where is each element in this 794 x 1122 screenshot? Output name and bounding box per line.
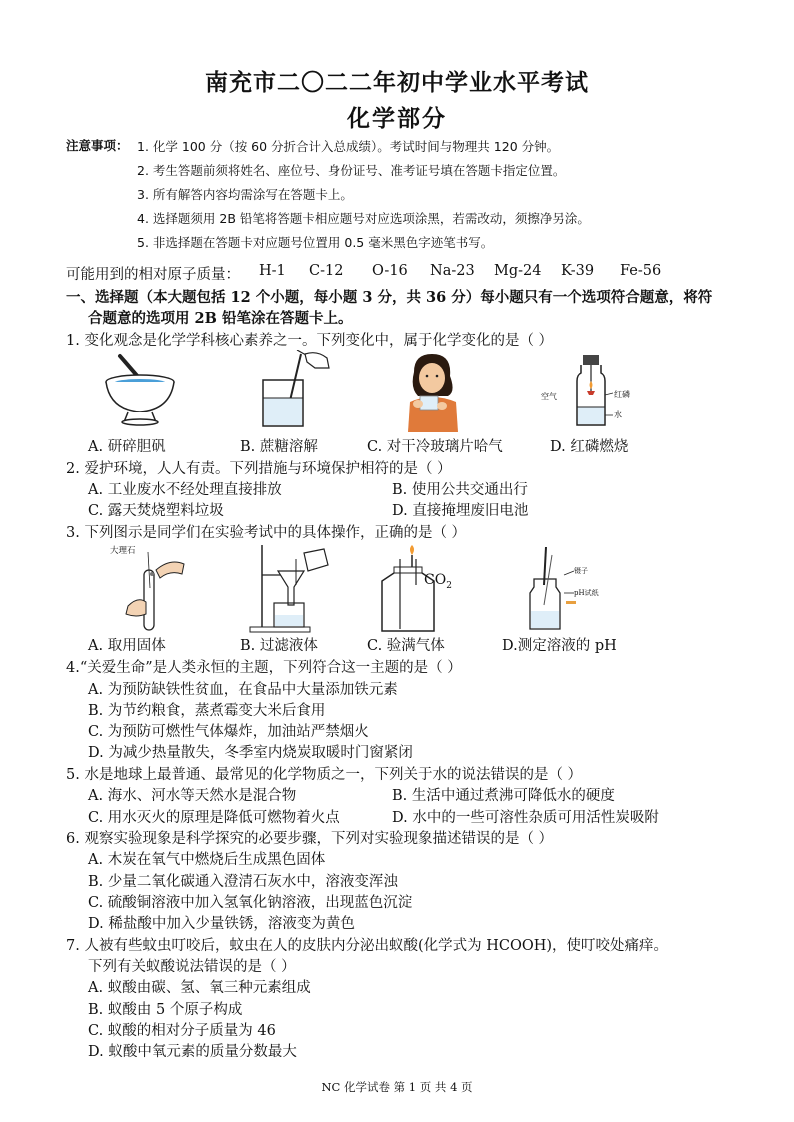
beaker-stirring-figure — [255, 350, 333, 430]
q3-option-b: B. 过滤液体 — [240, 638, 318, 654]
atomic-mass-na: Na-23 — [430, 263, 475, 279]
q4-option-a: A. 为预防缺铁性贫血，在食品中大量添加铁元素 — [88, 682, 398, 698]
q1-option-b: B. 蔗糖溶解 — [240, 439, 318, 455]
q5-option-a: A. 海水、河水等天然水是混合物 — [88, 788, 297, 804]
atomic-mass-o: O-16 — [372, 263, 408, 279]
q3-option-a: A. 取用固体 — [88, 638, 166, 654]
note-item-2: 2. 考生答题前须将姓名、座位号、身份证号、准考证号填在答题卡指定位置。 — [137, 163, 566, 178]
girl-breathing-figure — [400, 352, 466, 432]
label-red-phosphorus: 红磷 — [614, 390, 630, 399]
q4-option-d: D. 为减少热量散失，冬季室内烧炭取暖时门窗紧闭 — [88, 745, 413, 761]
q1-option-a: A. 研碎胆矾 — [88, 439, 166, 455]
mortar-pestle-figure — [100, 352, 180, 430]
exam-title: 南充市二〇二二年初中学业水平考试 — [205, 69, 589, 96]
q5-option-b: B. 生活中通过煮沸可降低水的硬度 — [392, 788, 615, 804]
q7-option-a: A. 蚁酸由碳、氢、氧三种元素组成 — [88, 980, 311, 996]
atomic-mass-c: C-12 — [309, 263, 344, 279]
note-item-4: 4. 选择题须用 2B 铅笔将答题卡相应题号对应选项涂黑，若需改动，须擦净另涂。 — [137, 211, 590, 226]
q2-stem: 2. 爱护环境，人人有责。下列措施与环境保护相符的是（ ） — [66, 461, 452, 477]
label-marble: 大理石 — [110, 546, 136, 556]
q5-option-d: D. 水中的一些可溶性杂质可用活性炭吸附 — [392, 810, 659, 826]
q2-option-a: A. 工业废水不经处理直接排放 — [88, 482, 282, 498]
q6-option-c: C. 硫酸铜溶液中加入氢氧化钠溶液，出现蓝色沉淀 — [88, 895, 413, 911]
q5-option-c: C. 用水灭火的原理是降低可燃物着火点 — [88, 810, 340, 826]
label-ph-paper: pH试纸 — [574, 589, 599, 597]
q7-option-b: B. 蚁酸由 5 个原子构成 — [88, 1002, 243, 1018]
q5-stem: 5. 水是地球上最普通、最常见的化学物质之一，下列关于水的说法错误的是（ ） — [66, 767, 583, 783]
q1-stem: 1. 变化观念是化学学科核心素养之一。下列变化中，属于化学变化的是（ ） — [66, 333, 554, 349]
q7-stem-line1: 7. 人被有些蚊虫叮咬后，蚊虫在人的皮肤内分泌出蚁酸(化学式为 HCOOH)，使叮咬处痛痒。 — [66, 938, 669, 954]
q3-option-c: C. 验满气体 — [367, 638, 445, 654]
atomic-mass-h: H-1 — [259, 263, 286, 279]
taking-solid-figure — [112, 548, 192, 632]
page-footer: NC 化学试卷 第 1 页 共 4 页 — [321, 1080, 473, 1094]
atomic-mass-fe: Fe-56 — [620, 263, 662, 279]
label-air: 空气 — [541, 392, 557, 401]
q2-option-b: B. 使用公共交通出行 — [392, 482, 528, 498]
q2-option-c: C. 露天焚烧塑料垃圾 — [88, 503, 224, 519]
section-heading-line1: 一、选择题（本大题包括 12 个小题，每小题 3 分，共 36 分）每小题只有一个选项符合题意，将符 — [66, 289, 713, 306]
note-item-5: 5. 非选择题在答题卡对应题号位置用 0.5 毫米黑色字迹笔书写。 — [137, 235, 494, 250]
q7-option-d: D. 蚁酸中氧元素的质量分数最大 — [88, 1044, 297, 1060]
section-heading-line2: 合题意的选项用 2B 铅笔涂在答题卡上。 — [88, 310, 353, 327]
q4-option-c: C. 为预防可燃性气体爆炸，加油站严禁烟火 — [88, 724, 369, 740]
label-water: 水 — [614, 410, 622, 419]
label-co2: $CO_2$ — [424, 572, 452, 591]
atomic-mass-k: K-39 — [561, 263, 595, 279]
q1-option-d: D. 红磷燃烧 — [550, 439, 629, 455]
q4-option-b: B. 为节约粮食，蒸煮霉变大米后食用 — [88, 703, 326, 719]
q6-option-d: D. 稀盐酸中加入少量铁锈，溶液变为黄色 — [88, 916, 355, 932]
notes-label: 注意事项： — [66, 138, 129, 153]
q7-stem-line2: 下列有关蚁酸说法错误的是（ ） — [88, 959, 296, 975]
q7-option-c: C. 蚁酸的相对分子质量为 46 — [88, 1023, 276, 1039]
q1-option-c: C. 对干冷玻璃片哈气 — [367, 439, 503, 455]
atomic-mass-label: 可能用到的相对原子质量： — [66, 267, 240, 283]
q6-option-a: A. 木炭在氧气中燃烧后生成黑色固体 — [88, 852, 326, 868]
label-tweezers: 镊子 — [574, 567, 588, 575]
note-item-3: 3. 所有解答内容均需涂写在答题卡上。 — [137, 187, 353, 202]
exam-subtitle: 化学部分 — [347, 105, 447, 132]
q4-stem: 4.“关爱生命”是人类永恒的主题，下列符合这一主题的是（ ） — [66, 660, 462, 676]
q6-option-b: B. 少量二氧化碳通入澄清石灰水中，溶液变浑浊 — [88, 874, 398, 890]
q2-option-d: D. 直接掩埋废旧电池 — [392, 503, 529, 519]
q3-option-d: D.测定溶液的 pH — [502, 638, 617, 654]
filtering-figure — [244, 545, 336, 633]
q6-stem: 6. 观察实验现象是科学探究的必要步骤，下列对实验现象描述错误的是（ ） — [66, 831, 554, 847]
note-item-1: 1. 化学 100 分（按 60 分折合计入总成绩）。考试时间与物理共 120 分钟。 — [137, 139, 560, 154]
atomic-mass-mg: Mg-24 — [494, 263, 542, 279]
q3-stem: 3. 下列图示是同学们在实验考试中的具体操作，正确的是（ ） — [66, 525, 467, 541]
